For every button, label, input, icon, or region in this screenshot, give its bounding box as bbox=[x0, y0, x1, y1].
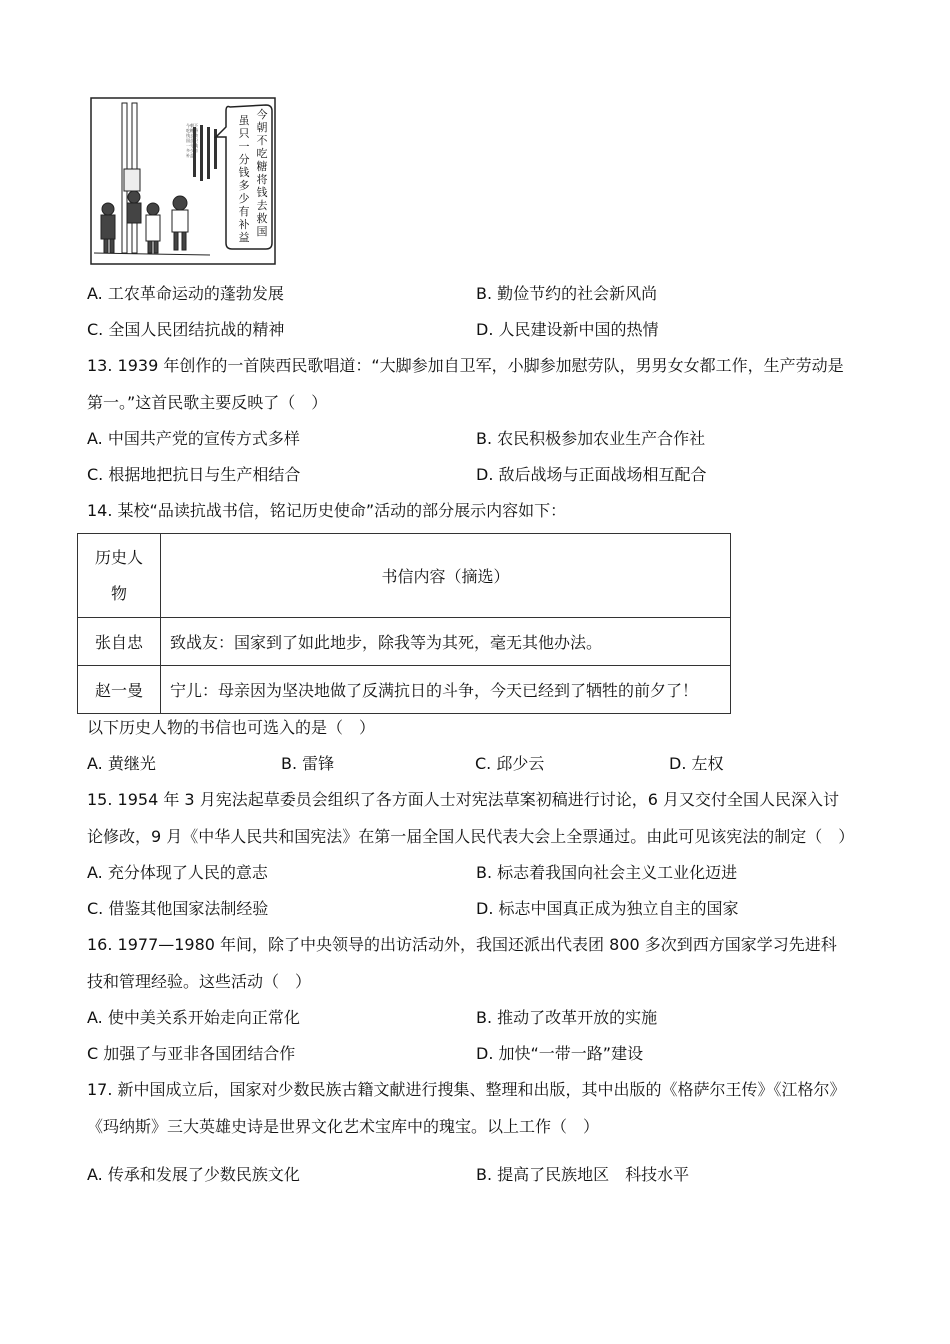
bubble-char: 国 bbox=[256, 225, 268, 238]
bubble-char: 虽 bbox=[238, 114, 250, 127]
bubble-char: 钱 bbox=[238, 166, 250, 179]
q16-option-d[interactable]: D. 加快“一带一路”建设 bbox=[476, 1044, 644, 1063]
q14-option-b[interactable]: B. 雷锋 bbox=[281, 754, 335, 773]
table-row bbox=[78, 618, 731, 666]
letters-table bbox=[77, 533, 731, 714]
header-person-line1: 历史人 bbox=[94, 547, 143, 567]
q12-option-a[interactable]: A. 工农革命运动的蓬勃发展 bbox=[87, 284, 284, 303]
q12-option-d[interactable]: D. 人民建设新中国的热情 bbox=[476, 320, 659, 339]
header-content: 书信内容（摘选） bbox=[161, 534, 731, 618]
q15-option-c[interactable]: C. 借鉴其他国家法制经验 bbox=[87, 899, 269, 918]
bubble-char: 少 bbox=[238, 192, 250, 205]
row-content: 致战友：国家到了如此地步，除我等为其死，毫无其他办法。 bbox=[161, 618, 731, 666]
q13-option-a[interactable]: A. 中国共产党的宣传方式多样 bbox=[87, 429, 300, 448]
bubble-char: 有 bbox=[238, 205, 250, 218]
q13-stem-line2: 第一。”这首民歌主要反映了（ ） bbox=[87, 393, 328, 412]
bubble-char: 吃 bbox=[256, 147, 268, 160]
q15-stem-line1: 15. 1954 年 3 月宪法起草委员会组织了各方面人士对宪法草案初稿进行讨论，6 月又交付全国人民深入讨 bbox=[87, 790, 839, 809]
q17-stem-line2: 《玛纳斯》三大英雄史诗是世界文化艺术宝库中的瑰宝。以上工作（ ） bbox=[87, 1117, 600, 1136]
bubble-char: 朝 bbox=[256, 121, 268, 134]
header-person bbox=[78, 534, 161, 618]
q15-option-d[interactable]: D. 标志中国真正成为独立自主的国家 bbox=[476, 899, 739, 918]
q14-stem-line1: 14. 某校“品读抗战书信，铭记历史使命”活动的部分展示内容如下： bbox=[87, 501, 567, 520]
q17-stem-line1: 17. 新中国成立后，国家对少数民族古籍文献进行搜集、整理和出版，其中出版的《格萨尔王传》《江格尔》 bbox=[87, 1080, 846, 1099]
q15-option-b[interactable]: B. 标志着我国向社会主义工业化迈进 bbox=[476, 863, 738, 882]
bubble-char: 只 bbox=[238, 127, 250, 140]
q14-option-c[interactable]: C. 邱少云 bbox=[475, 754, 545, 773]
row-person: 张自忠 bbox=[78, 618, 161, 666]
q16-option-a[interactable]: A. 使中美关系开始走向正常化 bbox=[87, 1008, 300, 1027]
q14-option-a[interactable]: A. 黄继光 bbox=[87, 754, 156, 773]
bubble-char: 去 bbox=[256, 199, 268, 212]
q13-option-d[interactable]: D. 敌后战场与正面战场相互配合 bbox=[476, 465, 707, 484]
q15-option-a[interactable]: A. 充分体现了人民的意志 bbox=[87, 863, 268, 882]
q14-option-d[interactable]: D. 左权 bbox=[669, 754, 724, 773]
bubble-char: 今 bbox=[256, 108, 268, 121]
q12-option-c[interactable]: C. 全国人民团结抗战的精神 bbox=[87, 320, 285, 339]
table-row bbox=[78, 666, 731, 714]
q16-stem-line2: 技和管理经验。这些活动（ ） bbox=[87, 972, 312, 991]
q17-option-a[interactable]: A. 传承和发展了少数民族文化 bbox=[87, 1165, 300, 1184]
q16-option-c[interactable]: C 加强了与亚非各国团结合作 bbox=[87, 1044, 296, 1063]
bubble-char: 一 bbox=[238, 140, 250, 153]
row-person: 赵一曼 bbox=[78, 666, 161, 714]
bubble-char: 分 bbox=[238, 153, 250, 166]
q17-option-b[interactable]: B. 提高了民族地区 科技水平 bbox=[476, 1165, 690, 1184]
bubble-char: 将 bbox=[256, 173, 268, 186]
q13-option-b[interactable]: B. 农民积极参加农业生产合作社 bbox=[476, 429, 706, 448]
q16-option-b[interactable]: B. 推动了改革开放的实施 bbox=[476, 1008, 658, 1027]
q13-stem-line1: 13. 1939 年创作的一首陕西民歌唱道：“大脚参加自卫军，小脚参加慰劳队，男男女女都工作，生产劳动是 bbox=[87, 356, 844, 375]
q14-stem-line2: 以下历史人物的书信也可选入的是（ ） bbox=[87, 718, 376, 737]
bubble-char: 糖 bbox=[256, 160, 268, 173]
bubble-char: 补 bbox=[238, 218, 250, 231]
cartoon-poster-text: 今朝不吃糖将钱去救国虽只一分钱多少有补益 bbox=[186, 123, 198, 158]
bubble-char: 钱 bbox=[256, 186, 268, 199]
q12-option-b[interactable]: B. 勤俭节约的社会新风尚 bbox=[476, 284, 658, 303]
bubble-char: 益 bbox=[238, 231, 250, 244]
bubble-char: 多 bbox=[238, 179, 250, 192]
bubble-char: 不 bbox=[256, 134, 268, 147]
table-header-row bbox=[78, 534, 731, 618]
cartoon-bubble-text bbox=[233, 108, 273, 258]
q15-stem-line2: 论修改，9 月《中华人民共和国宪法》在第一届全国人民代表大会上全票通过。由此可见该宪法的制定（ ） bbox=[87, 827, 855, 846]
header-person-line2: 物 bbox=[110, 583, 127, 603]
q16-stem-line1: 16. 1977—1980 年间，除了中央领导的出访活动外，我国还派出代表团 800 多次到西方国家学习先进科 bbox=[87, 935, 837, 954]
q13-option-c[interactable]: C. 根据地把抗日与生产相结合 bbox=[87, 465, 301, 484]
bubble-char: 救 bbox=[256, 212, 268, 225]
row-content: 宁儿：母亲因为坚决地做了反满抗日的斗争，今天已经到了牺牲的前夕了！ bbox=[161, 666, 731, 714]
